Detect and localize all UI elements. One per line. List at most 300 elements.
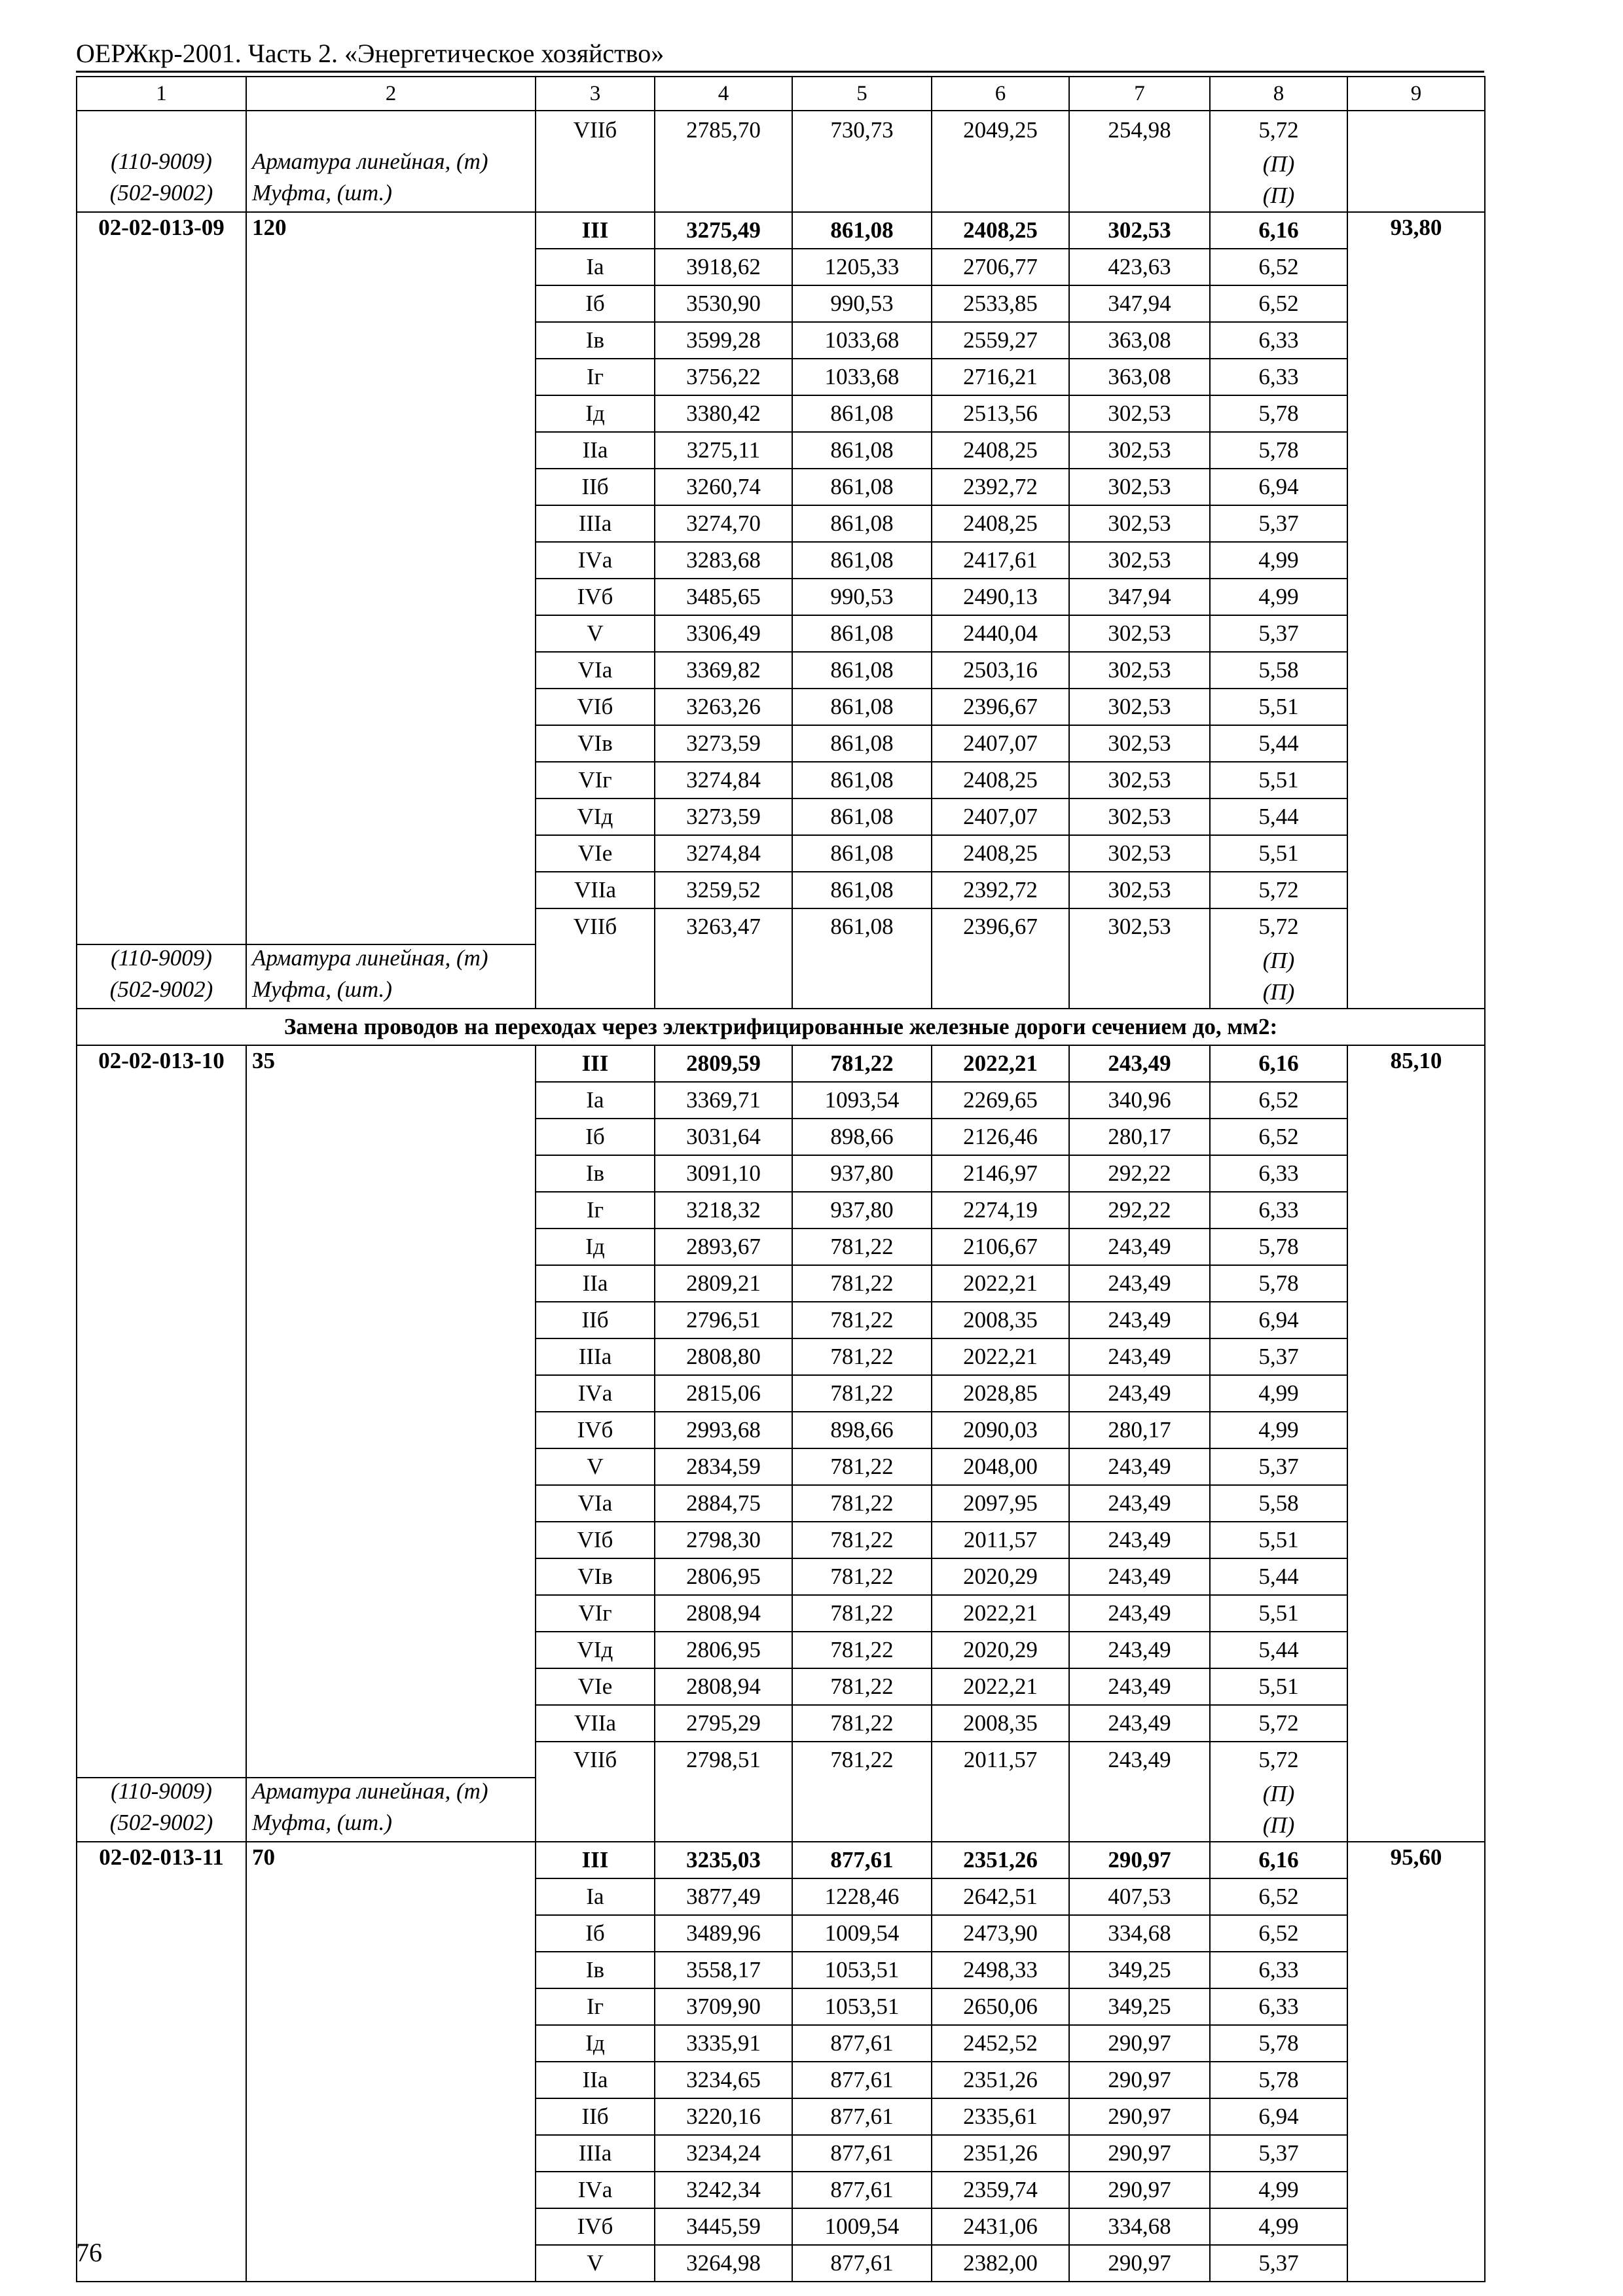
value-c7: 243,49 xyxy=(1069,1375,1210,1412)
value-c8: 6,52 xyxy=(1210,249,1347,285)
value-c6: 2396,67 xyxy=(932,689,1069,725)
material-name: Арматура линейная, (т) xyxy=(246,944,536,977)
value-c8: 5,37 xyxy=(1210,2245,1347,2282)
value-c3: IIб xyxy=(536,469,655,505)
material-name: Арматура линейная, (т) xyxy=(246,1778,536,1810)
value-c3: IIа xyxy=(536,432,655,469)
value-c8: 5,44 xyxy=(1210,1632,1347,1668)
value-c5: 781,22 xyxy=(792,1045,932,1082)
value-c4: 3380,42 xyxy=(655,395,792,432)
value-c8: 5,78 xyxy=(1210,395,1347,432)
value-c6: 2048,00 xyxy=(932,1448,1069,1485)
value-c3: V xyxy=(536,2245,655,2282)
value-c7: 302,53 xyxy=(1069,689,1210,725)
value-c3: IIа xyxy=(536,1265,655,1302)
value-c7: 302,53 xyxy=(1069,542,1210,579)
value-c4: 2815,06 xyxy=(655,1375,792,1412)
value-c6: 2408,25 xyxy=(932,212,1069,249)
value-c6: 2503,16 xyxy=(932,652,1069,689)
value-c5: 990,53 xyxy=(792,285,932,322)
value-c8: 6,33 xyxy=(1210,1155,1347,1192)
value-c6: 2351,26 xyxy=(932,2062,1069,2098)
value-c8: 6,52 xyxy=(1210,1915,1347,1952)
value-c7: 334,68 xyxy=(1069,2208,1210,2245)
value-c6: 2022,21 xyxy=(932,1668,1069,1705)
value-c6: 2269,65 xyxy=(932,1082,1069,1119)
value-c3: VIг xyxy=(536,762,655,798)
value-c7: 302,53 xyxy=(1069,395,1210,432)
value-c8: 6,33 xyxy=(1210,1952,1347,1988)
value-c3: Iб xyxy=(536,1915,655,1952)
empty-cell xyxy=(655,1778,792,1810)
value-c4: 2798,51 xyxy=(655,1742,792,1778)
material-code: (502-9002) xyxy=(77,977,246,1009)
value-c3: IVб xyxy=(536,1412,655,1448)
value-c8: 5,58 xyxy=(1210,1485,1347,1522)
empty-cell xyxy=(1069,1778,1210,1810)
value-c5: 898,66 xyxy=(792,1412,932,1448)
value-c8: 5,44 xyxy=(1210,725,1347,762)
value-c4: 2796,51 xyxy=(655,1302,792,1338)
column-header: 7 xyxy=(1069,77,1210,111)
value-c8: 6,52 xyxy=(1210,1119,1347,1155)
value-c6: 2008,35 xyxy=(932,1302,1069,1338)
value-c3: IVа xyxy=(536,2172,655,2208)
value-c6: 2498,33 xyxy=(932,1952,1069,1988)
value-c4: 2795,29 xyxy=(655,1705,792,1742)
table-row xyxy=(77,111,1485,149)
value-c5: 781,22 xyxy=(792,1632,932,1668)
value-c8: 5,78 xyxy=(1210,2025,1347,2062)
value-c3: VIв xyxy=(536,1558,655,1595)
value-c4: 2806,95 xyxy=(655,1558,792,1595)
value-c5: 861,08 xyxy=(792,835,932,872)
empty-cell xyxy=(655,977,792,1009)
value-c7: 243,49 xyxy=(1069,1045,1210,1082)
value-c3: VIд xyxy=(536,798,655,835)
empty-cell xyxy=(655,944,792,977)
value-c5: 937,80 xyxy=(792,1155,932,1192)
value-c7: 280,17 xyxy=(1069,1412,1210,1448)
value-c6: 2008,35 xyxy=(932,1705,1069,1742)
value-c7: 243,49 xyxy=(1069,1229,1210,1265)
material-code: (502-9002) xyxy=(77,180,246,212)
value-c6: 2452,52 xyxy=(932,2025,1069,2062)
value-c6: 2146,97 xyxy=(932,1155,1069,1192)
value-c6: 2716,21 xyxy=(932,359,1069,395)
value-c5: 861,08 xyxy=(792,689,932,725)
empty-cell xyxy=(1069,149,1210,180)
value-c6: 2351,26 xyxy=(932,2135,1069,2172)
value-c6: 2408,25 xyxy=(932,432,1069,469)
table-row xyxy=(77,212,1485,249)
value-c6: 2407,07 xyxy=(932,725,1069,762)
value-c4: 3445,59 xyxy=(655,2208,792,2245)
value-c3: IIа xyxy=(536,2062,655,2098)
value-c8: 5,37 xyxy=(1210,615,1347,652)
value-c3: VIIа xyxy=(536,872,655,908)
value-c6: 2408,25 xyxy=(932,762,1069,798)
material-mark: (П) xyxy=(1210,180,1347,212)
value-c8: 5,72 xyxy=(1210,1742,1347,1778)
value-c7: 302,53 xyxy=(1069,652,1210,689)
value-c5: 781,22 xyxy=(792,1485,932,1522)
value-c5: 877,61 xyxy=(792,2135,932,2172)
value-c7: 243,49 xyxy=(1069,1558,1210,1595)
value-c4: 3756,22 xyxy=(655,359,792,395)
value-c3: III xyxy=(536,1842,655,1878)
value-c6: 2473,90 xyxy=(932,1915,1069,1952)
material-mark: (П) xyxy=(1210,1810,1347,1842)
value-c5: 1205,33 xyxy=(792,249,932,285)
value-c6: 2642,51 xyxy=(932,1878,1069,1915)
value-c4: 2785,70 xyxy=(655,111,792,149)
value-c4: 3274,70 xyxy=(655,505,792,542)
value-c6: 2392,72 xyxy=(932,872,1069,908)
value-c4: 3485,65 xyxy=(655,579,792,615)
value-c5: 861,08 xyxy=(792,652,932,689)
value-c5: 781,22 xyxy=(792,1668,932,1705)
column-header: 6 xyxy=(932,77,1069,111)
value-c3: Iб xyxy=(536,1119,655,1155)
value-c5: 861,08 xyxy=(792,469,932,505)
total-cost xyxy=(1347,111,1485,212)
value-c7: 302,53 xyxy=(1069,725,1210,762)
value-c4: 3369,82 xyxy=(655,652,792,689)
value-c7: 254,98 xyxy=(1069,111,1210,149)
value-c4: 2808,94 xyxy=(655,1595,792,1632)
material-row xyxy=(77,1778,1485,1810)
material-mark: (П) xyxy=(1210,944,1347,977)
empty-cell xyxy=(655,149,792,180)
material-mark: (П) xyxy=(1210,977,1347,1009)
value-c7: 349,25 xyxy=(1069,1988,1210,2025)
value-c5: 877,61 xyxy=(792,2062,932,2098)
value-c6: 2020,29 xyxy=(932,1558,1069,1595)
value-c7: 340,96 xyxy=(1069,1082,1210,1119)
value-c6: 2022,21 xyxy=(932,1595,1069,1632)
value-c7: 290,97 xyxy=(1069,2025,1210,2062)
value-c3: III xyxy=(536,1045,655,1082)
value-c7: 243,49 xyxy=(1069,1338,1210,1375)
material-name: Муфта, (шт.) xyxy=(246,977,536,1009)
value-c7: 349,25 xyxy=(1069,1952,1210,1988)
value-c3: IIб xyxy=(536,2098,655,2135)
value-c3: VIе xyxy=(536,835,655,872)
value-c5: 861,08 xyxy=(792,395,932,432)
value-c7: 243,49 xyxy=(1069,1448,1210,1485)
value-c6: 2011,57 xyxy=(932,1742,1069,1778)
value-c5: 1033,68 xyxy=(792,322,932,359)
value-c4: 3530,90 xyxy=(655,285,792,322)
value-c7: 302,53 xyxy=(1069,798,1210,835)
value-c5: 877,61 xyxy=(792,2098,932,2135)
value-c3: Iв xyxy=(536,1952,655,1988)
empty-cell xyxy=(536,977,655,1009)
value-c4: 3220,16 xyxy=(655,2098,792,2135)
value-c5: 861,08 xyxy=(792,212,932,249)
empty-cell xyxy=(792,1778,932,1810)
value-c4: 3283,68 xyxy=(655,542,792,579)
value-c7: 423,63 xyxy=(1069,249,1210,285)
table-row xyxy=(77,1045,1485,1082)
value-c7: 290,97 xyxy=(1069,2245,1210,2282)
value-c5: 1228,46 xyxy=(792,1878,932,1915)
empty-cell xyxy=(932,977,1069,1009)
value-c3: VIд xyxy=(536,1632,655,1668)
norm-name xyxy=(246,111,536,149)
value-c6: 2028,85 xyxy=(932,1375,1069,1412)
value-c8: 6,94 xyxy=(1210,2098,1347,2135)
value-c7: 363,08 xyxy=(1069,322,1210,359)
value-c8: 6,52 xyxy=(1210,285,1347,322)
value-c4: 3234,65 xyxy=(655,2062,792,2098)
value-c6: 2382,00 xyxy=(932,2245,1069,2282)
value-c6: 2335,61 xyxy=(932,2098,1069,2135)
value-c7: 302,53 xyxy=(1069,762,1210,798)
value-c3: Iв xyxy=(536,322,655,359)
value-c3: Iд xyxy=(536,1229,655,1265)
norm-code: 02-02-013-11 xyxy=(77,1842,246,2282)
value-c5: 1053,51 xyxy=(792,1952,932,1988)
value-c6: 2490,13 xyxy=(932,579,1069,615)
material-row xyxy=(77,944,1485,977)
value-c5: 781,22 xyxy=(792,1302,932,1338)
value-c4: 2893,67 xyxy=(655,1229,792,1265)
value-c5: 781,22 xyxy=(792,1595,932,1632)
value-c3: VIIа xyxy=(536,1705,655,1742)
value-c7: 290,97 xyxy=(1069,1842,1210,1878)
value-c6: 2706,77 xyxy=(932,249,1069,285)
value-c8: 4,99 xyxy=(1210,542,1347,579)
empty-cell xyxy=(655,1810,792,1842)
value-c7: 407,53 xyxy=(1069,1878,1210,1915)
value-c8: 5,37 xyxy=(1210,2135,1347,2172)
empty-cell xyxy=(932,1810,1069,1842)
value-c3: VIв xyxy=(536,725,655,762)
value-c6: 2106,67 xyxy=(932,1229,1069,1265)
empty-cell xyxy=(1069,1810,1210,1842)
material-name: Арматура линейная, (т) xyxy=(246,149,536,180)
value-c7: 243,49 xyxy=(1069,1705,1210,1742)
empty-cell xyxy=(536,1778,655,1810)
value-c3: IIIа xyxy=(536,505,655,542)
value-c5: 730,73 xyxy=(792,111,932,149)
value-c8: 5,58 xyxy=(1210,652,1347,689)
empty-cell xyxy=(932,180,1069,212)
value-c8: 6,94 xyxy=(1210,469,1347,505)
material-name: Муфта, (шт.) xyxy=(246,180,536,212)
value-c3: Iа xyxy=(536,1082,655,1119)
value-c4: 3235,03 xyxy=(655,1842,792,1878)
value-c8: 5,44 xyxy=(1210,798,1347,835)
value-c6: 2274,19 xyxy=(932,1192,1069,1229)
empty-cell xyxy=(792,149,932,180)
empty-cell xyxy=(536,944,655,977)
value-c5: 877,61 xyxy=(792,1842,932,1878)
value-c4: 2809,21 xyxy=(655,1265,792,1302)
value-c7: 292,22 xyxy=(1069,1192,1210,1229)
value-c4: 2808,80 xyxy=(655,1338,792,1375)
value-c4: 3263,47 xyxy=(655,908,792,944)
value-c5: 861,08 xyxy=(792,505,932,542)
value-c6: 2097,95 xyxy=(932,1485,1069,1522)
value-c4: 3273,59 xyxy=(655,725,792,762)
value-c7: 243,49 xyxy=(1069,1522,1210,1558)
column-header: 3 xyxy=(536,77,655,111)
value-c8: 5,51 xyxy=(1210,689,1347,725)
value-c6: 2396,67 xyxy=(932,908,1069,944)
value-c4: 2798,30 xyxy=(655,1522,792,1558)
value-c8: 5,51 xyxy=(1210,835,1347,872)
value-c5: 781,22 xyxy=(792,1229,932,1265)
value-c8: 5,51 xyxy=(1210,1522,1347,1558)
column-header: 9 xyxy=(1347,77,1485,111)
value-c6: 2407,07 xyxy=(932,798,1069,835)
value-c3: IIIа xyxy=(536,2135,655,2172)
value-c5: 861,08 xyxy=(792,432,932,469)
value-c4: 3091,10 xyxy=(655,1155,792,1192)
value-c7: 363,08 xyxy=(1069,359,1210,395)
value-c3: VIа xyxy=(536,1485,655,1522)
value-c3: VIIб xyxy=(536,1742,655,1778)
value-c5: 937,80 xyxy=(792,1192,932,1229)
value-c3: Iб xyxy=(536,285,655,322)
value-c6: 2650,06 xyxy=(932,1988,1069,2025)
value-c3: Iа xyxy=(536,249,655,285)
value-c4: 3031,64 xyxy=(655,1119,792,1155)
value-c4: 2884,75 xyxy=(655,1485,792,1522)
value-c3: V xyxy=(536,615,655,652)
value-c6: 2351,26 xyxy=(932,1842,1069,1878)
value-c3: Iв xyxy=(536,1155,655,1192)
section-title: Замена проводов на переходах через электрифицированные железные дороги сечением до, мм2: xyxy=(77,1009,1485,1045)
value-c8: 5,51 xyxy=(1210,1595,1347,1632)
total-cost: 85,10 xyxy=(1347,1045,1485,1842)
value-c7: 290,97 xyxy=(1069,2135,1210,2172)
value-c8: 4,99 xyxy=(1210,1412,1347,1448)
value-c6: 2359,74 xyxy=(932,2172,1069,2208)
value-c8: 5,78 xyxy=(1210,2062,1347,2098)
value-c3: VIг xyxy=(536,1595,655,1632)
value-c4: 3489,96 xyxy=(655,1915,792,1952)
value-c5: 781,22 xyxy=(792,1705,932,1742)
value-c4: 3709,90 xyxy=(655,1988,792,2025)
value-c5: 1033,68 xyxy=(792,359,932,395)
value-c5: 861,08 xyxy=(792,798,932,835)
value-c5: 990,53 xyxy=(792,579,932,615)
section-header-row xyxy=(77,1009,1485,1045)
value-c6: 2392,72 xyxy=(932,469,1069,505)
norm-code: 02-02-013-10 xyxy=(77,1045,246,1778)
material-row xyxy=(77,977,1485,1009)
material-row xyxy=(77,180,1485,212)
value-c5: 781,22 xyxy=(792,1265,932,1302)
value-c7: 290,97 xyxy=(1069,2172,1210,2208)
value-c5: 781,22 xyxy=(792,1338,932,1375)
norm-code: 02-02-013-09 xyxy=(77,212,246,944)
value-c5: 877,61 xyxy=(792,2172,932,2208)
value-c7: 290,97 xyxy=(1069,2098,1210,2135)
value-c6: 2126,46 xyxy=(932,1119,1069,1155)
value-c8: 5,44 xyxy=(1210,1558,1347,1595)
value-c3: IVб xyxy=(536,2208,655,2245)
value-c4: 3259,52 xyxy=(655,872,792,908)
value-c8: 6,16 xyxy=(1210,212,1347,249)
norm-name: 70 xyxy=(246,1842,536,2282)
value-c7: 302,53 xyxy=(1069,908,1210,944)
material-code: (110-9009) xyxy=(77,1778,246,1810)
value-c4: 3218,32 xyxy=(655,1192,792,1229)
value-c4: 3234,24 xyxy=(655,2135,792,2172)
value-c4: 2806,95 xyxy=(655,1632,792,1668)
value-c4: 3263,26 xyxy=(655,689,792,725)
value-c8: 4,99 xyxy=(1210,579,1347,615)
empty-cell xyxy=(655,180,792,212)
value-c5: 861,08 xyxy=(792,542,932,579)
value-c3: IVб xyxy=(536,579,655,615)
value-c7: 243,49 xyxy=(1069,1668,1210,1705)
column-header: 1 xyxy=(77,77,246,111)
value-c3: Iг xyxy=(536,359,655,395)
value-c4: 3369,71 xyxy=(655,1082,792,1119)
value-c8: 4,99 xyxy=(1210,2172,1347,2208)
value-c6: 2090,03 xyxy=(932,1412,1069,1448)
value-c5: 898,66 xyxy=(792,1119,932,1155)
empty-cell xyxy=(536,149,655,180)
header-rule xyxy=(76,71,1484,73)
value-c3: Iд xyxy=(536,2025,655,2062)
value-c3: VIIб xyxy=(536,908,655,944)
value-c4: 2809,59 xyxy=(655,1045,792,1082)
empty-cell xyxy=(932,944,1069,977)
empty-cell xyxy=(792,977,932,1009)
value-c6: 2020,29 xyxy=(932,1632,1069,1668)
empty-cell xyxy=(792,180,932,212)
value-c8: 4,99 xyxy=(1210,1375,1347,1412)
value-c8: 6,33 xyxy=(1210,322,1347,359)
value-c3: VIIб xyxy=(536,111,655,149)
value-c7: 243,49 xyxy=(1069,1302,1210,1338)
value-c7: 243,49 xyxy=(1069,1265,1210,1302)
value-c5: 781,22 xyxy=(792,1522,932,1558)
value-c4: 3242,34 xyxy=(655,2172,792,2208)
value-c3: VIб xyxy=(536,689,655,725)
material-code: (502-9002) xyxy=(77,1810,246,1842)
norm-name: 120 xyxy=(246,212,536,944)
value-c4: 3275,11 xyxy=(655,432,792,469)
value-c7: 280,17 xyxy=(1069,1119,1210,1155)
value-c8: 6,33 xyxy=(1210,1988,1347,2025)
value-c7: 347,94 xyxy=(1069,579,1210,615)
value-c4: 2993,68 xyxy=(655,1412,792,1448)
value-c4: 3273,59 xyxy=(655,798,792,835)
value-c8: 5,37 xyxy=(1210,1448,1347,1485)
value-c6: 2022,21 xyxy=(932,1045,1069,1082)
value-c5: 781,22 xyxy=(792,1742,932,1778)
value-c5: 781,22 xyxy=(792,1375,932,1412)
value-c8: 5,72 xyxy=(1210,872,1347,908)
value-c8: 6,94 xyxy=(1210,1302,1347,1338)
value-c3: IIIа xyxy=(536,1338,655,1375)
column-header: 4 xyxy=(655,77,792,111)
value-c8: 6,52 xyxy=(1210,1082,1347,1119)
value-c4: 2808,94 xyxy=(655,1668,792,1705)
value-c3: Iд xyxy=(536,395,655,432)
value-c5: 861,08 xyxy=(792,725,932,762)
value-c6: 2559,27 xyxy=(932,322,1069,359)
value-c5: 1009,54 xyxy=(792,2208,932,2245)
